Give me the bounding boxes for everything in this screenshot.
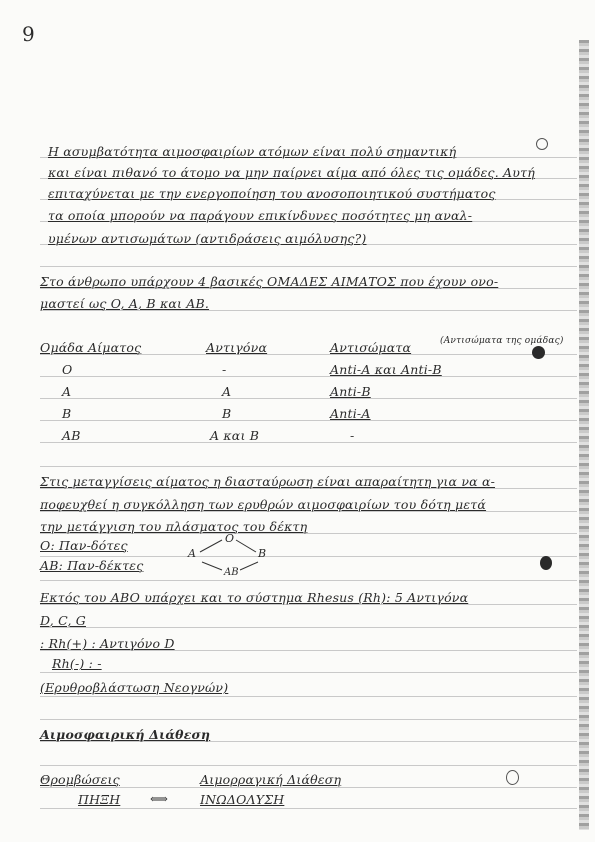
para1-line5: υμένων αντισωμάτων (αντιδράσεις αιμόλυσης?) bbox=[48, 231, 367, 246]
margin-circle bbox=[536, 138, 548, 150]
universal-recipient-line: AB: Παν-δέκτες bbox=[40, 558, 144, 573]
row-b-antigen: B bbox=[222, 406, 232, 421]
row-o-group: O bbox=[62, 362, 73, 377]
universal-donor-line: O: Παν-δότες bbox=[40, 538, 128, 553]
para4-line4: Rh(-) : - bbox=[52, 656, 102, 671]
para1-line1: Η ασυμβατότητα αιμοσφαιρίων ατόμων είναι πολύ σημαντική bbox=[48, 144, 457, 159]
para2-line1: Στο άνθρωπο υπάρχουν 4 βασικές ΟΜΑΔΕΣ ΑΙΜΑΤΟΣ που έχουν ονο- bbox=[40, 274, 499, 289]
para1-line4: τα οποία μπορούν να παράγουν επικίνδυνες ποσότητες μη αναλ- bbox=[48, 208, 473, 223]
table-header-group: Ομάδα Αίματος bbox=[40, 340, 142, 355]
page-number: 9 bbox=[22, 22, 35, 46]
binder-edge bbox=[579, 40, 589, 830]
bottom-left-bottom: ΠΗΞΗ bbox=[78, 792, 121, 807]
para3-line3: την μετάγγιση του πλάσματος του δέκτη bbox=[40, 519, 308, 534]
row-ab-group: AB bbox=[62, 428, 81, 443]
arrow-a-ab bbox=[202, 562, 222, 570]
diagram-right-label: B bbox=[258, 547, 267, 560]
para1-line3: επιταχύνεται με την ενεργοποίηση του ανοσοποιητικού συστήματος bbox=[48, 186, 496, 201]
diagram-bottom-label: AB bbox=[224, 567, 239, 578]
bottom-arrow: ⟺ bbox=[150, 791, 169, 806]
row-o-antigen: - bbox=[222, 362, 227, 377]
section-heading: Αιμοσφαιρική Διάθεση bbox=[40, 727, 211, 742]
margin-circle-bottom bbox=[506, 770, 519, 785]
donor-diagram bbox=[180, 530, 290, 580]
para3-line2: ποφευχθεί η συγκόλληση των ερυθρών αιμοσφαιρίων του δότη μετά bbox=[40, 497, 487, 512]
row-o-antibody: Anti-A και Anti-B bbox=[330, 362, 442, 377]
diagram-top-label: O bbox=[225, 532, 235, 545]
para4-line1: Εκτός του ABO υπάρχει και το σύστημα Rhesus (Rh): 5 Αντιγόνα bbox=[40, 590, 469, 605]
row-a-antibody: Anti-B bbox=[330, 384, 371, 399]
table-header-note: (Αντισώματα της ομάδας) bbox=[440, 336, 564, 346]
arrow-o-a bbox=[200, 540, 222, 552]
row-b-group: B bbox=[62, 406, 72, 421]
para2-line2: μαστεί ως O, A, B και AB. bbox=[40, 296, 210, 311]
row-a-group: A bbox=[62, 384, 72, 399]
para4-line2: D, C, G bbox=[40, 613, 86, 628]
table-header-antibody: Αντισώματα bbox=[330, 340, 412, 355]
para1-line2: και είναι πιθανό το άτομο να μην παίρνει αίμα από όλες τις ομάδες. Αυτή bbox=[48, 165, 535, 180]
ink-dot bbox=[532, 346, 545, 359]
bottom-right-top: Αιμορραγική Διάθεση bbox=[200, 772, 342, 787]
ink-blot bbox=[540, 556, 552, 570]
diagram-left-label: A bbox=[188, 547, 196, 560]
row-b-antibody: Anti-A bbox=[330, 406, 371, 421]
bottom-right-bottom: ΙΝΩΔΟΛΥΣΗ bbox=[200, 792, 285, 807]
row-ab-antibody: - bbox=[350, 428, 355, 443]
para4-line5: (Ερυθροβλάστωση Νεογνών) bbox=[40, 680, 229, 695]
arrow-o-b bbox=[236, 540, 256, 552]
row-ab-antigen: A και B bbox=[210, 428, 260, 443]
arrow-b-ab bbox=[240, 562, 258, 570]
para4-line3: : Rh(+) : Αντιγόνο D bbox=[40, 636, 175, 651]
table-header-antigen: Αντιγόνα bbox=[206, 340, 268, 355]
row-a-antigen: A bbox=[222, 384, 232, 399]
bottom-left-top: Θρομβώσεις bbox=[40, 772, 120, 787]
para3-line1: Στις μεταγγίσεις αίματος η διασταύρωση είναι απαραίτητη για να α- bbox=[40, 474, 496, 489]
